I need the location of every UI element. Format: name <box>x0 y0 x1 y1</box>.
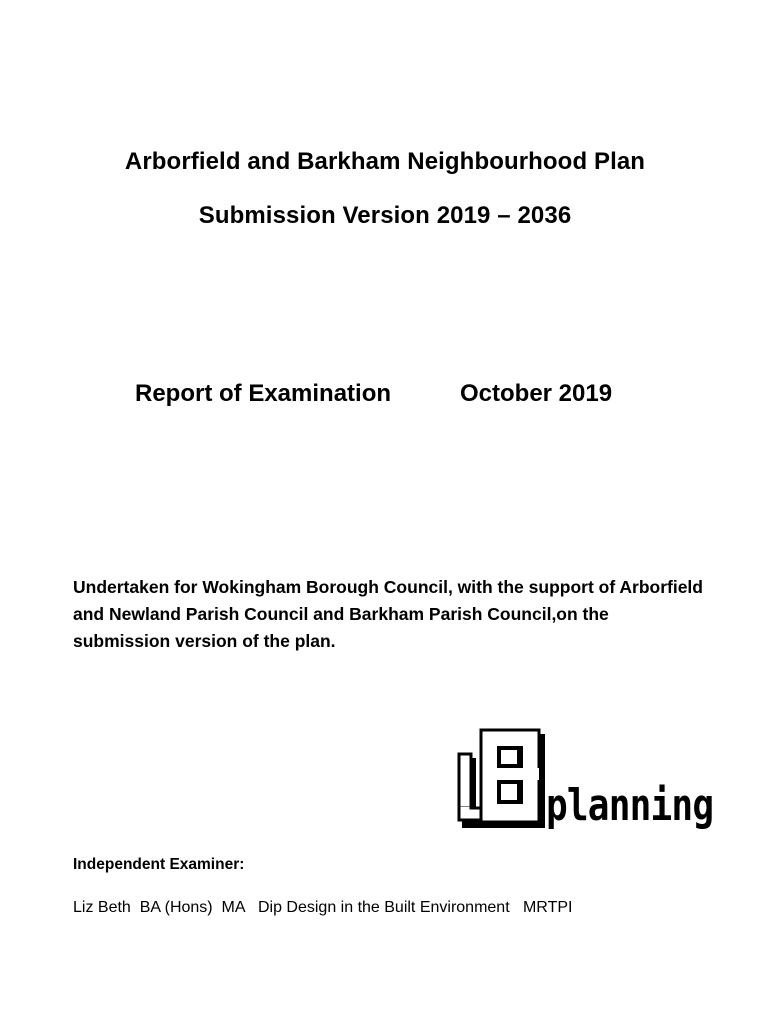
logo-text: planning <box>546 780 714 831</box>
report-date: October 2019 <box>460 380 613 407</box>
document-title: Arborfield and Barkham Neighbourhood Plan <box>124 148 646 175</box>
undertaken-statement: Undertaken for Wokingham Borough Council, with the support of Arborfield and Newland Parish Council and Barkham Parish Council,on the submission version of the plan. <box>73 577 703 651</box>
examiner-label: Independent Examiner: <box>73 856 245 873</box>
document-subtitle: Submission Version 2019 – 2036 <box>198 202 572 229</box>
examiner-name: Liz Beth BA (Hons) MA Dip Design in the Built Environment MRTPI <box>73 899 573 916</box>
report-label: Report of Examination <box>135 380 392 407</box>
